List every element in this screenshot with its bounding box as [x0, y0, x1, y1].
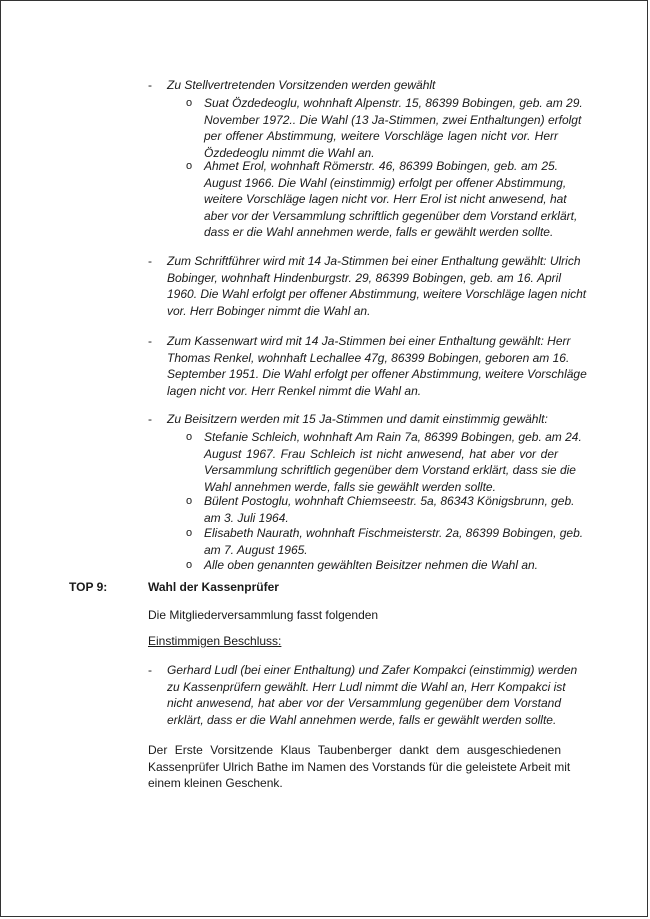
- intro-text: Die Mitgliederversammlung fasst folgenden: [148, 608, 379, 622]
- list-dash: -: [148, 334, 152, 348]
- assessor-item-1: Stefanie Schleich, wohnhaft Am Rain 7a, 86399 Bobingen, geb. am 24. August 1967. Frau Schleich ist nicht anwesend, hat aber vor der Versammlung schriftlich gegenüber dem Vorstand erklärt, dass sie die Wahl annehmen werde, falls sie gewählt werden sollte.: [204, 430, 582, 494]
- assessor-item-3: Elisabeth Naurath, wohnhaft Fischmeisterstr. 2a, 86399 Bobingen, geb. am 7. August 1965.: [204, 526, 584, 557]
- bullet: o: [186, 527, 193, 539]
- closing-paragraph: Der Erste Vorsitzende Klaus Taubenberger dankt dem ausgeschiedenen Kassenprüfer Ulrich Bathe im Namen des Vorstands für die geleistete Arbeit mit einem kleinen Geschenk.: [148, 743, 571, 791]
- resolution-heading: Einstimmigen Beschluss:: [148, 634, 282, 648]
- treasurer-paragraph: Zum Kassenwart wird mit 14 Ja-Stimmen bei einer Enthaltung gewählt: Herr Thomas Renkel, wohnhaft Lechallee 47g, 86399 Bobingen, geboren am 16. September 1951. Die Wahl erfolgt per offener Abstimmung, weitere Vorschläge lagen nicht vor. Herr Renkel nimmt die Wahl an.: [167, 334, 587, 398]
- agenda-title: Wahl der Kassenprüfer: [148, 580, 279, 594]
- assessor-item-4: Alle oben genannten gewählten Beisitzer nehmen die Wahl an.: [204, 558, 539, 572]
- bullet: o: [186, 97, 193, 109]
- secretary-paragraph: Zum Schriftführer wird mit 14 Ja-Stimmen bei einer Enthaltung gewählt: Ulrich Bobinger, wohnhaft Hindenburgstr. 29, 86399 Bobingen, geb. am 16. April 1960. Die Wahl erfolgt per offener Abstimmung, weitere Vorschläge lagen nicht vor. Herr Bobinger nimmt die Wahl an.: [167, 254, 587, 318]
- list-dash: -: [148, 663, 152, 677]
- bullet: o: [186, 160, 193, 172]
- assessors-heading: Zu Beisitzern werden mit 15 Ja-Stimmen und damit einstimmig gewählt:: [167, 412, 548, 426]
- list-dash: -: [148, 412, 152, 426]
- bullet: o: [186, 431, 193, 443]
- auditors-paragraph: Gerhard Ludl (bei einer Enthaltung) und Zafer Kompakci (einstimmig) werden zu Kassenprüfern gewählt. Herr Ludl nimmt die Wahl an, Herr Kompakci ist nicht anwesend, hat aber vor der Versammlung gegenüber dem Vorstand erklärt, dass er die Wahl annehmen werde, falls er gewählt werden sollte.: [167, 663, 578, 727]
- list-dash: -: [148, 78, 152, 92]
- bullet: o: [186, 495, 193, 507]
- assessor-item-2: Bülent Postoglu, wohnhaft Chiemseestr. 5a, 86343 Königsbrunn, geb. am 3. Juli 1964.: [204, 494, 575, 525]
- deputy-item-2: Ahmet Erol, wohnhaft Römerstr. 46, 86399 Bobingen, geb. am 25. August 1966. Die Wahl (einstimmig) erfolgt per offener Abstimmung, weitere Vorschläge lagen nicht vor. Herr Erol ist nicht anwesend, hat aber vor der Versammlung schriftlich gegenüber dem Vorstand erklärt, dass er die Wahl annehmen werde, falls er gewählt werden sollte.: [204, 159, 578, 240]
- agenda-number: TOP 9:: [69, 580, 108, 594]
- bullet: o: [186, 559, 193, 571]
- deputy-item-1: Suat Özdedeoglu, wohnhaft Alpenstr. 15, 86399 Bobingen, geb. am 29. November 1972.. Die Wahl (13 Ja-Stimmen, zwei Enthaltungen) erfolgt per offener Abstimmung, weitere Vorschläge lagen nicht vor. Herr Özdedeoglu nimmt die Wahl an.: [204, 96, 583, 160]
- list-dash: -: [148, 254, 152, 268]
- deputies-heading: Zu Stellvertretenden Vorsitzenden werden gewählt: [167, 78, 436, 92]
